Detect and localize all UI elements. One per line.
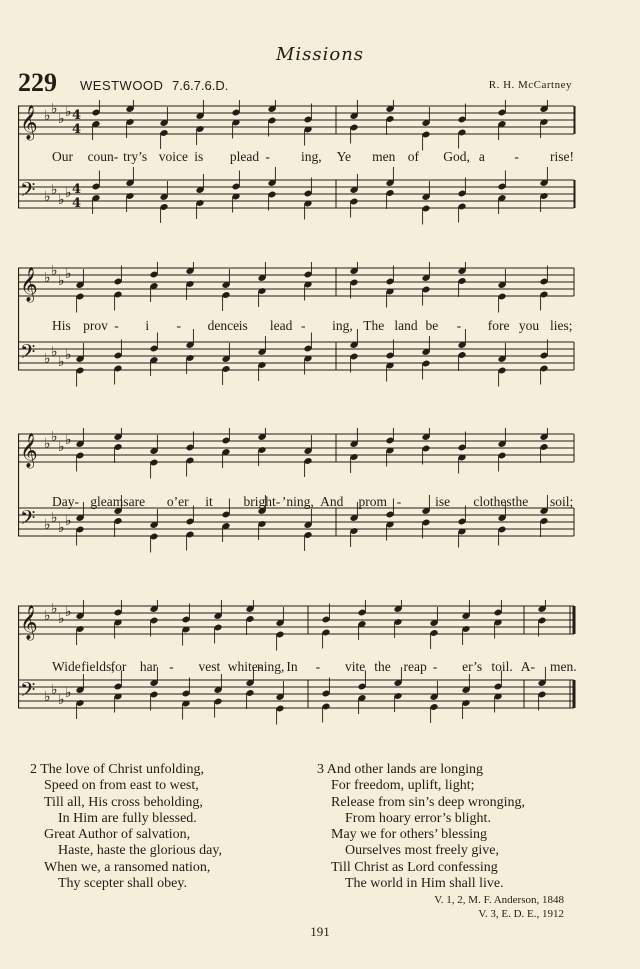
lyric-syllable: -: [301, 318, 306, 333]
bass-clef-icon: 𝄢: [20, 678, 36, 706]
lyric-syllable: His: [52, 318, 71, 333]
lyric-syllable: dence: [207, 318, 240, 333]
bass-clef-icon: 𝄢: [20, 178, 36, 206]
flat-icon: ♭: [58, 273, 65, 289]
lyric-syllable: toil.: [491, 659, 513, 674]
lyric-syllable: plead: [229, 149, 260, 164]
lyric-syllable: vest: [198, 659, 221, 674]
flat-icon: ♭: [51, 682, 58, 698]
lyric-syllable: rise!: [550, 149, 574, 164]
flat-icon: ♭: [51, 182, 58, 198]
lyric-syllable: ning,: [257, 659, 285, 674]
flat-icon: ♭: [44, 608, 51, 624]
lyric-syllable: lies;: [550, 318, 573, 333]
stanza-line: Till all, His cross beholding,: [44, 794, 203, 810]
treble-clef-icon: 𝄞: [20, 605, 38, 640]
lyric-syllable: -: [176, 318, 181, 333]
lyric-syllable: prov: [83, 318, 108, 333]
stanza-line: Ourselves most freely give,: [345, 843, 499, 859]
lyric-syllable: for: [110, 659, 127, 674]
stanza-line: Till Christ as Lord confessing: [331, 859, 498, 875]
flat-icon: ♭: [65, 347, 72, 363]
lyric-syllable: white-: [227, 659, 263, 674]
stanza-2: [30, 762, 300, 892]
flat-icon: ♭: [44, 689, 51, 705]
lyric-syllable: The: [363, 318, 385, 333]
time-signature-icon: 4: [72, 182, 82, 197]
flat-icon: ♭: [51, 429, 58, 445]
flat-icon: ♭: [58, 520, 65, 536]
lyric-syllable: are: [128, 494, 146, 509]
stanza-line: Release from sin’s deep wronging,: [331, 794, 526, 810]
music-system-3: [18, 428, 576, 554]
lyric-syllable: is: [194, 149, 204, 164]
stanza-line: The world in Him shall live.: [345, 876, 504, 892]
flat-icon: ♭: [65, 685, 72, 701]
stanza-line: 3 And other lands are longing: [317, 762, 484, 777]
lyric-syllable: men.: [550, 659, 577, 674]
lyric-syllable: it: [205, 494, 213, 509]
section-title: Missions: [275, 44, 365, 65]
stanza-line: From hoary error’s blight.: [345, 810, 491, 826]
lyric-syllable: you: [518, 318, 540, 333]
lyric-syllable: -: [114, 318, 119, 333]
lyric-syllable: lead: [269, 318, 293, 333]
lyric-syllable: -: [456, 318, 462, 333]
lyric-syllable: And: [320, 494, 344, 509]
stanza-line: For freedom, uplift, light;: [331, 778, 475, 794]
lyric-syllable: In: [286, 659, 298, 674]
lyric-syllable: a: [478, 149, 485, 164]
lyric-syllable: gleams: [90, 494, 129, 509]
stanza-3: [317, 762, 587, 892]
time-signature-icon: 4: [72, 108, 82, 123]
lyric-syllable: vite: [344, 659, 366, 674]
flat-icon: ♭: [44, 351, 51, 367]
flat-icon: ♭: [51, 510, 58, 526]
credit-line-2: V. 3, E. D. E., 1912: [478, 908, 564, 920]
lyric-syllable: prom: [358, 494, 387, 509]
lyric-syllable: fore: [487, 318, 510, 333]
lyric-syllable: ise: [435, 494, 451, 509]
lyric-syllable: soil;: [550, 494, 574, 509]
flat-icon: ♭: [44, 108, 51, 124]
lyric-syllable: o’er: [166, 494, 189, 509]
lyric-syllable: the: [374, 659, 391, 674]
lyric-syllable: -: [432, 659, 438, 674]
lyric-syllable: clothes: [473, 494, 512, 509]
flat-icon: ♭: [65, 604, 72, 620]
stanza-line: May we for others’ blessing: [331, 827, 488, 843]
flat-icon: ♭: [44, 517, 51, 533]
flat-icon: ♭: [58, 354, 65, 370]
flat-icon: ♭: [51, 263, 58, 279]
lyric-syllable: is: [238, 318, 248, 333]
lyric-syllable: -: [265, 149, 270, 164]
lyric-syllable: the: [511, 494, 529, 509]
stanza-line: Speed on from east to west,: [44, 778, 199, 794]
treble-clef-icon: 𝄞: [20, 105, 38, 140]
flat-icon: ♭: [65, 432, 72, 448]
stanza-line: 2 The love of Christ unfolding,: [30, 762, 204, 777]
treble-clef-icon: 𝄞: [20, 267, 38, 302]
hymn-number: 229: [18, 68, 57, 97]
flat-icon: ♭: [65, 104, 72, 120]
bass-clef-icon: 𝄢: [20, 340, 36, 368]
lyric-syllable: er’s: [462, 659, 483, 674]
time-signature-icon: 4: [72, 122, 82, 137]
lyric-syllable: -: [169, 659, 174, 674]
stanza-line: Great Author of salvation,: [44, 827, 191, 843]
lyric-syllable: try’s: [123, 149, 148, 164]
flat-icon: ♭: [44, 270, 51, 286]
meter: 7.6.7.6.D.: [172, 78, 229, 93]
lyric-syllable: A-: [520, 659, 535, 674]
lyric-syllable: Our: [52, 149, 73, 164]
lyric-syllable: ing,: [301, 149, 322, 164]
lyric-syllable: of: [407, 149, 419, 164]
lyric-syllable: i: [145, 318, 150, 333]
flat-icon: ♭: [51, 344, 58, 360]
lyric-syllable: -: [514, 149, 519, 164]
lyric-syllable: Ye: [336, 149, 351, 164]
lyric-syllable: be: [425, 318, 439, 333]
flat-icon: ♭: [44, 436, 51, 452]
flat-icon: ♭: [58, 111, 65, 127]
flat-icon: ♭: [58, 611, 65, 627]
lyric-syllable: God,: [443, 149, 470, 164]
lyric-syllable: coun-: [87, 149, 119, 164]
lyric-syllable: reap: [403, 659, 427, 674]
credit-line-1: V. 1, 2, M. F. Anderson, 1848: [434, 894, 564, 906]
lyric-syllable: men: [372, 149, 396, 164]
lyric-syllable: -: [396, 494, 402, 509]
flat-icon: ♭: [51, 601, 58, 617]
flat-icon: ♭: [58, 192, 65, 208]
lyric-syllable: ’ning,: [281, 494, 314, 509]
page-number: 191: [310, 924, 330, 939]
lyric-syllable: ing,: [332, 318, 353, 333]
flat-icon: ♭: [65, 185, 72, 201]
treble-clef-icon: 𝄞: [20, 433, 38, 468]
flat-icon: ♭: [44, 189, 51, 205]
stanza-line: Thy scepter shall obey.: [58, 876, 187, 892]
lyric-syllable: voice: [158, 149, 188, 164]
lyric-syllable: fields,: [81, 659, 115, 674]
lyric-syllable: land: [394, 318, 418, 333]
flat-icon: ♭: [65, 266, 72, 282]
flat-icon: ♭: [65, 513, 72, 529]
stanza-line: When we, a ransomed nation,: [44, 859, 211, 875]
stanza-line: Haste, haste the glorious day,: [58, 843, 222, 859]
flat-icon: ♭: [58, 439, 65, 455]
flat-icon: ♭: [51, 101, 58, 117]
lyric-syllable: Wide: [52, 659, 81, 674]
lyric-syllable: -: [315, 659, 321, 674]
tune-name: WESTWOOD: [80, 78, 164, 93]
stanza-line: In Him are fully blessed.: [58, 810, 197, 826]
flat-icon: ♭: [58, 692, 65, 708]
lyric-syllable: har: [139, 659, 158, 674]
bass-clef-icon: 𝄢: [20, 506, 36, 534]
lyric-syllable: bright-: [243, 494, 281, 509]
lyric-syllable: Day-: [52, 494, 79, 509]
time-signature-icon: 4: [72, 196, 82, 211]
composer: R. H. McCartney: [488, 79, 572, 91]
